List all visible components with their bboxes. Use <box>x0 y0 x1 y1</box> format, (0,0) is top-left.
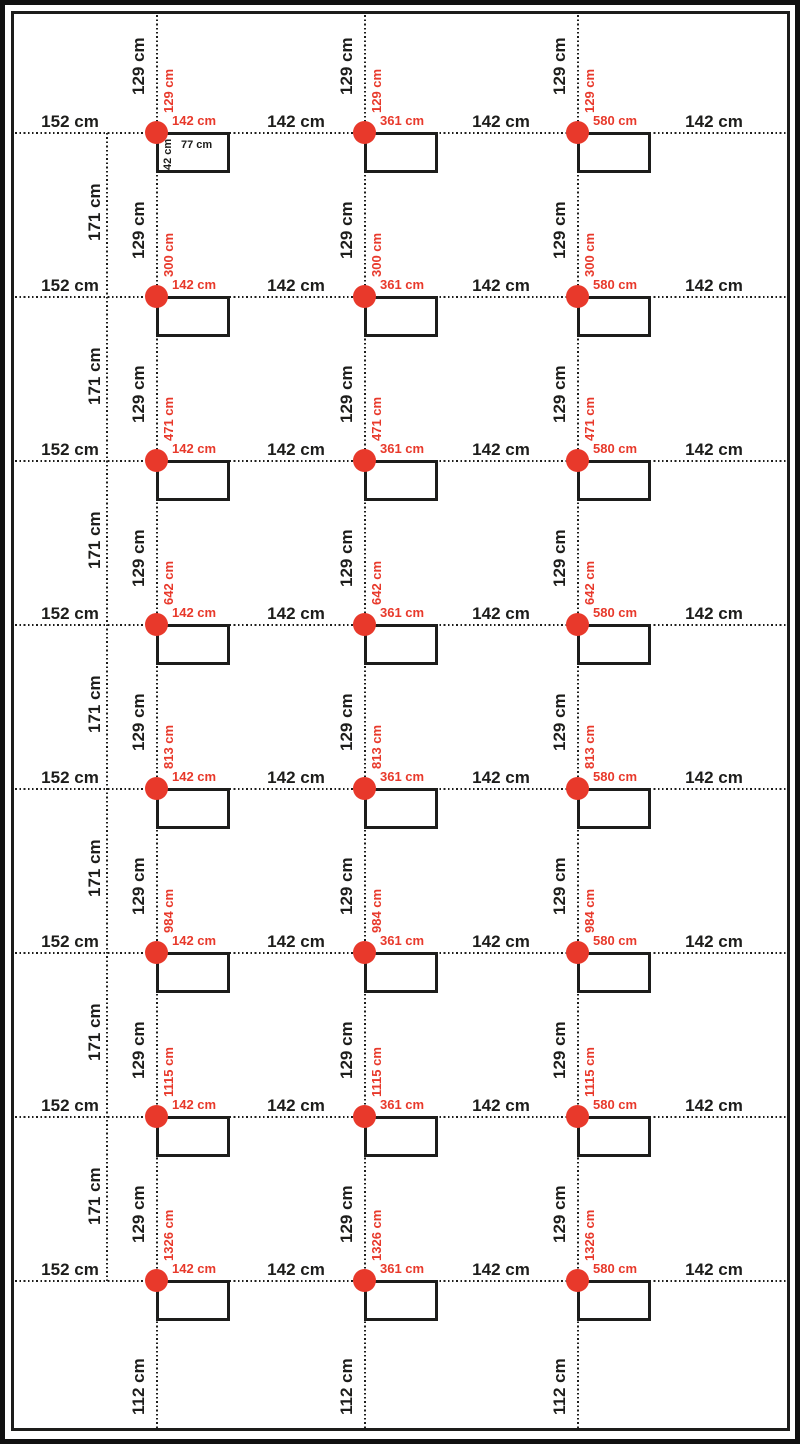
row-spacing-label: 152 cm <box>41 1260 99 1279</box>
grid-column-line <box>577 11 579 1431</box>
bottom-offset-label: 112 cm <box>129 1358 148 1415</box>
footprint-rect <box>156 952 230 993</box>
cumulative-column-distance-label: 142 cm <box>172 769 217 784</box>
rect-height-label: 42 cm <box>162 138 174 170</box>
cumulative-column-distance-label: 361 cm <box>380 933 425 948</box>
column-offset-label: 129 cm <box>129 37 148 95</box>
cumulative-row-distance-label: 129 cm <box>369 68 384 113</box>
marker-dot <box>566 777 589 800</box>
cumulative-column-distance-label: 142 cm <box>172 933 217 948</box>
row-spacing-label: 142 cm <box>472 604 530 623</box>
cumulative-row-distance-label: 813 cm <box>582 724 597 769</box>
column-offset-label: 129 cm <box>337 857 356 915</box>
cumulative-row-distance-label: 129 cm <box>582 68 597 113</box>
row-gap-label: 171 cm <box>85 183 104 241</box>
cumulative-column-distance-label: 580 cm <box>593 441 638 456</box>
cumulative-row-distance-label: 300 cm <box>369 232 384 277</box>
cumulative-row-distance-label: 1326 cm <box>369 1209 384 1261</box>
marker-dot <box>353 777 376 800</box>
cumulative-column-distance-label: 580 cm <box>593 769 638 784</box>
column-offset-label: 129 cm <box>550 365 569 423</box>
cumulative-row-distance-label: 642 cm <box>161 560 176 605</box>
column-offset-label: 129 cm <box>337 529 356 587</box>
row-spacing-label: 142 cm <box>267 276 325 295</box>
marker-dot <box>353 449 376 472</box>
cumulative-row-distance-label: 984 cm <box>582 888 597 933</box>
marker-dot <box>145 1269 168 1292</box>
cumulative-column-distance-label: 142 cm <box>172 1261 217 1276</box>
marker-dot <box>353 285 376 308</box>
marker-dot <box>145 449 168 472</box>
footprint-rect <box>364 132 438 173</box>
marker-dot <box>145 777 168 800</box>
grid-column-line <box>364 11 366 1431</box>
marker-dot <box>145 1105 168 1128</box>
column-offset-label: 129 cm <box>550 201 569 259</box>
row-spacing-label: 142 cm <box>685 932 743 951</box>
column-offset-label: 129 cm <box>129 693 148 751</box>
plan-border <box>11 11 790 1431</box>
row-gap-label: 171 cm <box>85 347 104 405</box>
column-offset-label: 129 cm <box>129 857 148 915</box>
cumulative-column-distance-label: 580 cm <box>593 933 638 948</box>
bottom-offset-label: 112 cm <box>550 1358 569 1415</box>
cumulative-column-distance-label: 142 cm <box>172 277 217 292</box>
bottom-offset-label: 112 cm <box>337 1358 356 1415</box>
row-spacing-label: 142 cm <box>267 932 325 951</box>
row-gap-label: 171 cm <box>85 1003 104 1061</box>
cumulative-column-distance-label: 142 cm <box>172 441 217 456</box>
cumulative-row-distance-label: 300 cm <box>161 232 176 277</box>
footprint-rect <box>156 788 230 829</box>
column-offset-label: 129 cm <box>129 1021 148 1079</box>
row-spacing-label: 152 cm <box>41 276 99 295</box>
footprint-rect <box>364 624 438 665</box>
row-spacing-label: 152 cm <box>41 768 99 787</box>
footprint-rect <box>156 624 230 665</box>
column-offset-label: 129 cm <box>129 365 148 423</box>
cumulative-column-distance-label: 361 cm <box>380 441 425 456</box>
marker-dot <box>353 1269 376 1292</box>
row-spacing-label: 142 cm <box>472 112 530 131</box>
cumulative-row-distance-label: 1115 cm <box>582 1047 597 1097</box>
row-gap-label: 171 cm <box>85 1167 104 1225</box>
row-spacing-label: 142 cm <box>472 276 530 295</box>
row-spacing-label: 152 cm <box>41 112 99 131</box>
cumulative-column-distance-label: 580 cm <box>593 1097 638 1112</box>
marker-dot <box>145 613 168 636</box>
grid-column-line <box>156 11 158 1431</box>
row-gap-label: 171 cm <box>85 511 104 569</box>
column-offset-label: 129 cm <box>550 1021 569 1079</box>
column-offset-label: 129 cm <box>550 529 569 587</box>
marker-dot <box>353 613 376 636</box>
row-spacing-label: 142 cm <box>685 604 743 623</box>
row-spacing-label: 142 cm <box>267 768 325 787</box>
marker-dot <box>566 285 589 308</box>
cumulative-column-distance-label: 580 cm <box>593 277 638 292</box>
rect-width-label: 77 cm <box>181 139 213 151</box>
cumulative-row-distance-label: 471 cm <box>582 396 597 441</box>
footprint-rect <box>364 296 438 337</box>
marker-dot <box>566 1105 589 1128</box>
column-offset-label: 129 cm <box>337 693 356 751</box>
cumulative-column-distance-label: 580 cm <box>593 1261 638 1276</box>
marker-dot <box>353 941 376 964</box>
column-offset-label: 129 cm <box>337 37 356 95</box>
row-spacing-label: 142 cm <box>472 932 530 951</box>
footprint-rect <box>577 624 651 665</box>
row-spacing-label: 142 cm <box>472 1260 530 1279</box>
cumulative-column-distance-label: 361 cm <box>380 1261 425 1276</box>
footprint-rect <box>577 1116 651 1157</box>
cumulative-column-distance-label: 361 cm <box>380 1097 425 1112</box>
row-spacing-label: 152 cm <box>41 440 99 459</box>
marker-dot <box>566 941 589 964</box>
footprint-rect <box>156 296 230 337</box>
cumulative-column-distance-label: 142 cm <box>172 605 217 620</box>
marker-dot <box>353 121 376 144</box>
column-offset-label: 129 cm <box>337 1021 356 1079</box>
cumulative-column-distance-label: 361 cm <box>380 277 425 292</box>
row-spacing-label: 142 cm <box>472 1096 530 1115</box>
row-spacing-label: 142 cm <box>267 1260 325 1279</box>
column-offset-label: 129 cm <box>337 201 356 259</box>
cumulative-column-distance-label: 580 cm <box>593 605 638 620</box>
marker-dot <box>145 121 168 144</box>
column-offset-label: 129 cm <box>337 1185 356 1243</box>
row-spacing-label: 152 cm <box>41 932 99 951</box>
row-spacing-label: 142 cm <box>685 1096 743 1115</box>
cumulative-row-distance-label: 1115 cm <box>161 1047 176 1097</box>
column-offset-label: 129 cm <box>129 529 148 587</box>
footprint-rect <box>577 460 651 501</box>
cumulative-row-distance-label: 129 cm <box>161 68 176 113</box>
footprint-rect <box>364 1280 438 1321</box>
marker-dot <box>353 1105 376 1128</box>
cumulative-row-distance-label: 813 cm <box>161 724 176 769</box>
marker-dot <box>566 121 589 144</box>
footprint-rect <box>577 952 651 993</box>
row-gap-label: 171 cm <box>85 675 104 733</box>
row-spacing-label: 142 cm <box>267 440 325 459</box>
cumulative-column-distance-label: 361 cm <box>380 605 425 620</box>
footprint-rect <box>577 132 651 173</box>
column-offset-label: 129 cm <box>550 1185 569 1243</box>
row-spacing-label: 142 cm <box>685 1260 743 1279</box>
footprint-rect <box>577 788 651 829</box>
row-spacing-label: 142 cm <box>685 440 743 459</box>
row-gap-label: 171 cm <box>85 839 104 897</box>
cumulative-column-distance-label: 142 cm <box>172 1097 217 1112</box>
cumulative-row-distance-label: 471 cm <box>161 396 176 441</box>
cumulative-row-distance-label: 984 cm <box>369 888 384 933</box>
marker-dot <box>566 449 589 472</box>
cumulative-row-distance-label: 642 cm <box>369 560 384 605</box>
marker-dot <box>566 613 589 636</box>
row-spacing-label: 142 cm <box>472 440 530 459</box>
marker-dot <box>145 941 168 964</box>
cumulative-column-distance-label: 361 cm <box>380 769 425 784</box>
row-spacing-label: 142 cm <box>267 604 325 623</box>
row-spacing-label: 142 cm <box>267 1096 325 1115</box>
cumulative-row-distance-label: 642 cm <box>582 560 597 605</box>
row-spacing-label: 142 cm <box>685 112 743 131</box>
footprint-rect <box>364 952 438 993</box>
cumulative-row-distance-label: 300 cm <box>582 232 597 277</box>
footprint-rect <box>364 788 438 829</box>
cumulative-row-distance-label: 471 cm <box>369 396 384 441</box>
footprint-rect <box>577 296 651 337</box>
row-spacing-label: 152 cm <box>41 1096 99 1115</box>
cumulative-column-distance-label: 580 cm <box>593 113 638 128</box>
row-spacing-label: 152 cm <box>41 604 99 623</box>
column-offset-label: 129 cm <box>550 693 569 751</box>
footprint-rect <box>156 1280 230 1321</box>
row-spacing-label: 142 cm <box>472 768 530 787</box>
footprint-rect <box>156 1116 230 1157</box>
column-offset-label: 129 cm <box>337 365 356 423</box>
row-spacing-label: 142 cm <box>685 768 743 787</box>
cumulative-row-distance-label: 813 cm <box>369 724 384 769</box>
column-offset-label: 129 cm <box>129 1185 148 1243</box>
column-offset-label: 129 cm <box>550 37 569 95</box>
column-offset-label: 129 cm <box>129 201 148 259</box>
row-spacing-label: 142 cm <box>267 112 325 131</box>
footprint-rect <box>156 460 230 501</box>
cumulative-row-distance-label: 1326 cm <box>582 1209 597 1261</box>
footprint-rect <box>577 1280 651 1321</box>
column-offset-label: 129 cm <box>550 857 569 915</box>
cumulative-row-distance-label: 984 cm <box>161 888 176 933</box>
marker-dot <box>145 285 168 308</box>
cumulative-column-distance-label: 361 cm <box>380 113 425 128</box>
aux-column-line <box>106 133 108 1281</box>
row-spacing-label: 142 cm <box>685 276 743 295</box>
cumulative-row-distance-label: 1115 cm <box>369 1047 384 1097</box>
cumulative-row-distance-label: 1326 cm <box>161 1209 176 1261</box>
footprint-rect <box>364 1116 438 1157</box>
footprint-rect <box>364 460 438 501</box>
marker-dot <box>566 1269 589 1292</box>
cumulative-column-distance-label: 142 cm <box>172 113 217 128</box>
